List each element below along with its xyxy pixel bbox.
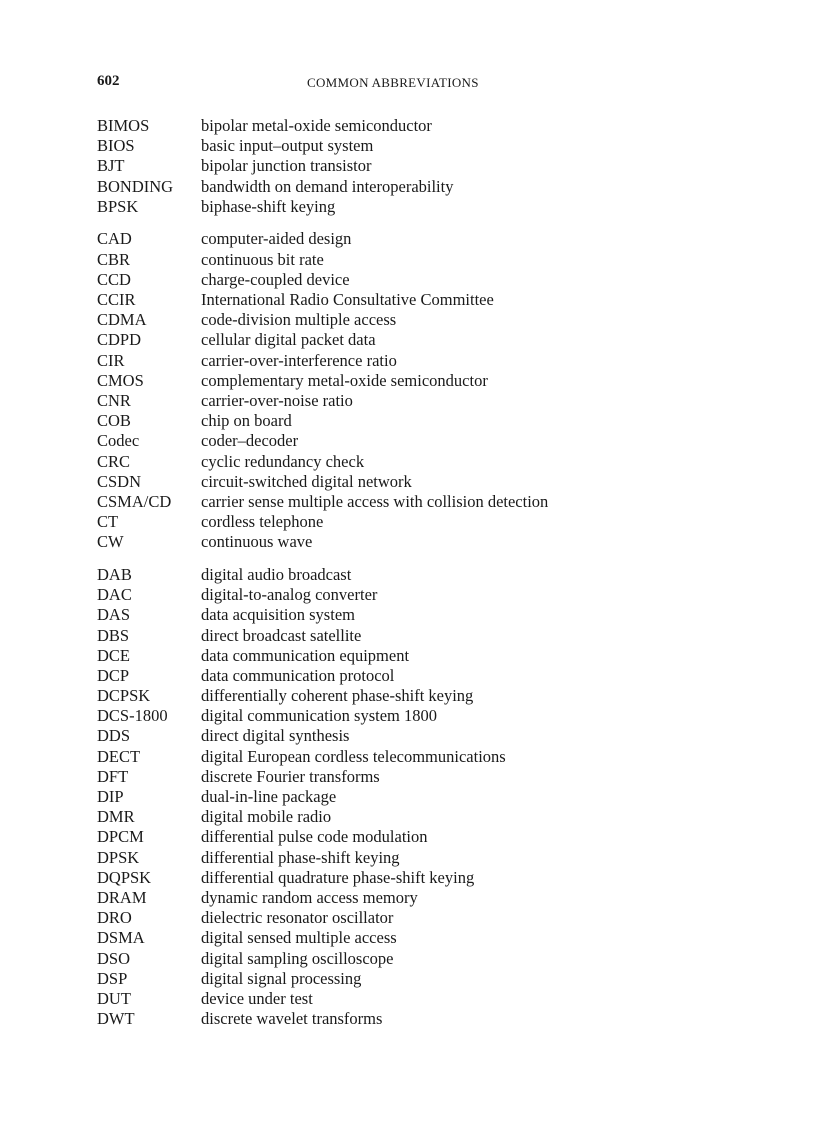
abbreviation-term: DSMA [97,928,145,948]
abbreviation-definition: carrier-over-interference ratio [201,350,397,370]
abbreviation-entry [97,848,717,868]
abbreviation-term: CCIR [97,290,136,309]
abbreviation-term: DAB [97,564,132,584]
abbreviation-entry [97,565,717,585]
abbreviation-definition: basic input–output system [201,136,374,156]
abbreviation-entry [97,492,717,512]
abbreviation-entry [97,197,717,217]
abbreviation-definition: carrier-over-noise ratio [201,390,353,410]
abbreviation-entry [97,116,717,136]
abbreviation-definition: digital European cordless telecommunications [201,746,506,766]
abbreviation-entry [97,512,717,532]
abbreviation-term: DCE [97,645,130,665]
abbreviation-entry [97,747,717,767]
abbreviation-term: BPSK [97,196,139,216]
abbreviation-term: CAD [97,229,132,249]
abbreviation-definition: direct broadcast satellite [201,625,362,645]
abbreviation-term: CT [97,512,119,532]
abbreviation-term: DCP [97,665,130,685]
abbreviation-definition: coder–decoder [201,431,299,451]
abbreviation-definition: cordless telephone [201,512,324,532]
abbreviation-entry [97,787,717,807]
abbreviation-definition: continuous wave [201,532,313,552]
abbreviation-definition: differential phase-shift keying [201,847,400,867]
abbreviation-term: CSDN [97,471,142,491]
abbreviation-entry [97,250,717,270]
abbreviation-definition: cellular digital packet data [201,330,376,350]
abbreviation-term: DSO [97,948,131,968]
abbreviation-group [97,116,717,217]
abbreviation-term: BIOS [97,136,135,156]
abbreviation-definition: data communication equipment [201,645,410,665]
abbreviation-term: DIP [97,787,124,806]
abbreviation-definition: continuous bit rate [201,249,324,269]
abbreviation-entry [97,431,717,451]
abbreviation-entry [97,351,717,371]
abbreviation-term: BJT [97,156,125,176]
abbreviation-definition: data acquisition system [201,605,355,625]
abbreviation-term: DPCM [97,827,144,847]
abbreviation-entry [97,391,717,411]
abbreviation-definition: carrier sense multiple access with collision detection [201,491,549,511]
abbreviation-definition: digital audio broadcast [201,564,352,584]
abbreviation-definition: circuit-switched digital network [201,471,412,491]
abbreviation-group [97,229,717,552]
abbreviation-term: DFT [97,766,129,786]
abbreviation-term: Codec [97,431,140,451]
page-number: 602 [97,73,120,89]
page-header [97,73,617,93]
abbreviation-entry [97,949,717,969]
abbreviation-entry [97,868,717,888]
abbreviation-entry [97,767,717,787]
abbreviation-term: DMR [97,807,135,827]
abbreviation-term: DDS [97,726,131,746]
abbreviation-entry [97,270,717,290]
abbreviation-term: DBS [97,625,130,645]
abbreviation-definition: data communication protocol [201,665,395,685]
abbreviation-term: DCPSK [97,686,151,706]
running-title: COMMON ABBREVIATIONS [307,75,479,90]
abbreviation-entry [97,532,717,552]
abbreviation-definition: digital sampling oscilloscope [201,948,394,968]
abbreviation-definition: dynamic random access memory [201,887,418,907]
abbreviation-definition: digital-to-analog converter [201,585,378,605]
abbreviation-entry [97,827,717,847]
abbreviation-term: CBR [97,249,131,269]
abbreviation-entry [97,136,717,156]
abbreviation-entry [97,989,717,1009]
abbreviation-entry [97,585,717,605]
abbreviation-list [97,116,717,1029]
abbreviation-term: CDPD [97,330,142,350]
abbreviation-definition: differential quadrature phase-shift keying [201,867,475,887]
abbreviation-entry [97,706,717,726]
abbreviation-definition: differentially coherent phase-shift keying [201,686,474,706]
abbreviation-entry [97,888,717,908]
abbreviation-term: DRAM [97,887,147,907]
abbreviation-entry [97,371,717,391]
abbreviation-entry [97,229,717,249]
abbreviation-definition: digital communication system 1800 [201,706,438,726]
abbreviation-term: CRC [97,451,131,471]
abbreviation-definition: chip on board [201,411,292,431]
abbreviation-definition: computer-aided design [201,229,352,249]
abbreviation-entry [97,726,717,746]
abbreviation-term: CIR [97,350,125,370]
abbreviation-definition: differential pulse code modulation [201,827,428,847]
abbreviation-entry [97,928,717,948]
abbreviation-term: CSMA/CD [97,491,172,511]
abbreviation-definition: discrete Fourier transforms [201,766,380,786]
abbreviation-definition: code-division multiple access [201,310,397,330]
abbreviation-entry [97,290,717,310]
abbreviation-term: DSP [97,968,128,988]
abbreviation-entry [97,330,717,350]
abbreviation-term: CCD [97,269,131,289]
abbreviation-term: COB [97,411,131,431]
abbreviation-entry [97,177,717,197]
abbreviation-definition: dielectric resonator oscillator [201,908,394,928]
abbreviation-entry [97,156,717,176]
abbreviation-term: CW [97,532,124,552]
abbreviation-definition: digital sensed multiple access [201,928,397,948]
abbreviation-definition: bipolar junction transistor [201,156,372,176]
abbreviation-definition: digital signal processing [201,968,362,988]
abbreviation-term: DRO [97,908,132,928]
abbreviation-entry [97,666,717,686]
abbreviation-entry [97,1009,717,1029]
abbreviation-definition: dual-in-line package [201,787,337,806]
abbreviation-definition: discrete wavelet transforms [201,1009,383,1029]
abbreviation-term: DUT [97,988,131,1008]
abbreviation-definition: International Radio Consultative Committee [201,290,494,309]
abbreviation-definition: charge-coupled device [201,269,350,289]
abbreviation-entry [97,411,717,431]
abbreviation-term: DCS-1800 [97,706,168,726]
abbreviation-term: DWT [97,1009,135,1029]
abbreviation-entry [97,646,717,666]
abbreviation-definition: device under test [201,988,313,1008]
abbreviation-definition: biphase-shift keying [201,196,336,216]
abbreviation-entry [97,969,717,989]
abbreviation-entry [97,686,717,706]
abbreviation-entry [97,472,717,492]
abbreviation-term: DAC [97,585,132,605]
abbreviation-entry [97,626,717,646]
abbreviation-definition: direct digital synthesis [201,726,350,746]
abbreviation-term: BONDING [97,176,174,196]
abbreviation-entry [97,605,717,625]
abbreviation-term: DAS [97,605,131,625]
abbreviation-entry [97,807,717,827]
abbreviation-term: CDMA [97,310,147,330]
abbreviation-entry [97,452,717,472]
abbreviation-entry [97,310,717,330]
abbreviation-term: CNR [97,390,131,410]
abbreviation-entry [97,908,717,928]
abbreviation-definition: cyclic redundancy check [201,451,365,471]
abbreviation-term: DQPSK [97,867,152,887]
abbreviation-term: BIMOS [97,116,150,135]
abbreviation-term: CMOS [97,370,144,390]
abbreviation-definition: digital mobile radio [201,807,332,827]
abbreviation-group [97,565,717,1029]
abbreviation-definition: complementary metal-oxide semiconductor [201,370,488,390]
abbreviation-term: DECT [97,746,141,766]
abbreviation-term: DPSK [97,847,140,867]
abbreviation-definition: bandwidth on demand interoperability [201,176,454,196]
abbreviation-definition: bipolar metal-oxide semiconductor [201,116,432,135]
